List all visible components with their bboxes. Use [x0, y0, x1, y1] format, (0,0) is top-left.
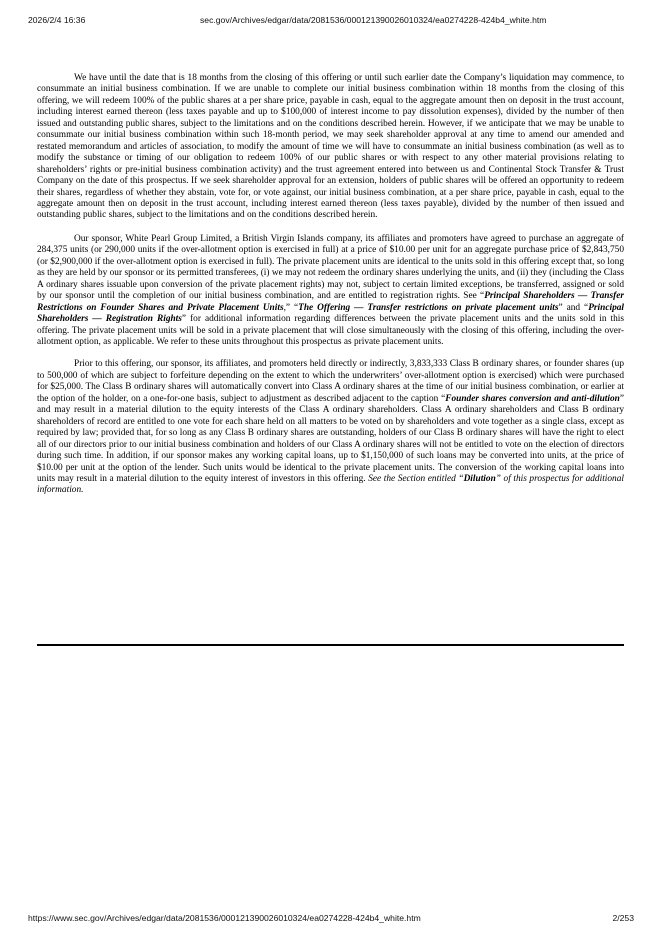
- paragraph-text: ,” “: [283, 302, 299, 313]
- print-datetime: 2026/2/4 16:36: [28, 15, 86, 25]
- section-divider-rule: [37, 644, 624, 646]
- cross-reference-dilution: Dilution: [463, 473, 496, 484]
- cross-reference-transfer-restrictions: Principal Shareholders — Transfer Restrictions on Founder Shares and Private Placement Units: [37, 291, 624, 313]
- paragraph-text: Our sponsor, White Pearl Group Limited, a British Virgin Islands company, its affiliates and promoters have agreed to purchase an aggregate of 284,375 units (or 290,000 units if the over-allotment option is exercised in full) at a price of $10.00 per unit for an aggregate purchase price of $2,843,750 (or $2,900,000 if the over-allotment option is exercised in full). The private placement units are identical to the units sold in this offering except that, so long as they are held by our sponsor or its permitted transferees, (i) we may not redeem the ordinary shares underlying the units, and (ii) they (including the Class A ordinary shares issuable upon conversion of the private placement rights) may not, subject to certain limited exceptions, be transferred, assigned or sold by our sponsor until the completion of our initial business combination, and are entitled to registration rights. See “: [37, 233, 624, 302]
- browser-print-header: [28, 14, 634, 26]
- cross-reference-founder-shares-conversion: Founder shares conversion and anti-dilution: [445, 393, 620, 404]
- cross-reference-registration-rights: Principal Shareholders — Registration Rights: [37, 302, 625, 325]
- paragraph-business-combination-deadline: We have until the date that is 18 months from the closing of this offering or until such earlier date the Company’s liquidation may commence, to consummate an initial business combination. If we are unable to complete our initial business combination within 18 months from the closing of this offering, we will redeem 100% of the public shares at a per share price, payable in cash, equal to the aggregate amount then on deposit in the trust account, including interest earned thereon (less taxes payable and up to $100,000 of interest income to pay dissolution expenses), divided by the number of then issued and outstanding public shares, subject to the limitations and on the conditions described herein. However, if we anticipate that we may be unable to consummate our initial business combination within such 18-month period, we may seek shareholder approval at any time to amend our amended and restated memorandum and articles of association, to modify the amount of time we will have to consummate an initial business combination (as well as to modify the substance or timing of our obligation to redeem 100% of our public shares or with respect to any other material provisions relating to shareholders’ rights or pre-initial business combination activity) and the trust agreement entered into between us and Continental Stock Transfer & Trust Company on the date of this prospectus. If we seek shareholder approval for an extension, holders of public shares will be offered an opportunity to redeem their shares, regardless of whether they abstain, vote for, or vote against, our initial business combination, at a per share price, payable in cash, equal to the aggregate amount then on deposit in the trust account, including interest earned thereon (less taxes payable), divided by the number of then issued and outstanding public shares, subject to the limitations and on the conditions described herein.: [37, 73, 624, 221]
- paragraph-italic-text: See the Section entitled “: [368, 473, 464, 484]
- paragraph-italic-text: ” of this prospectus for additional information.: [37, 473, 624, 496]
- cross-reference-offering-transfer-restrictions: The Offering — Transfer restrictions on private placement units: [298, 302, 559, 313]
- print-url: https://www.sec.gov/Archives/edgar/data/2081536/000121390026010324/ea0274228-424b4_white.htm: [28, 913, 421, 923]
- paragraph-text: ” and “: [558, 302, 589, 313]
- paragraph-text: Prior to this offering, our sponsor, its affiliates, and promoters held directly or indirectly, 3,833,333 Class B ordinary shares, or founder shares (up to 500,000 of which are subject to forfeiture depending on the extent to which the underwriters’ over-allotment option is exercised) which were purchased for $25,000. The Class B ordinary shares will automatically convert into Class A ordinary shares at the time of our initial business combination, or earlier at the option of the holder, on a one-for-one basis, subject to adjustment as described adjacent to the caption “: [37, 359, 624, 404]
- paragraph-founder-shares: [37, 359, 624, 496]
- paragraph-text: ” for additional information regarding differences between the private placement units and the units sold in this offering. The private placement units will be sold in a private placement that will close simultaneously with the closing of this offering, including the over-allotment option, as applicable. We refer to these units throughout this prospectus as private placement units.: [37, 314, 624, 347]
- print-page-title: sec.gov/Archives/edgar/data/2081536/000121390026010324/ea0274228-424b4_white.htm: [200, 15, 547, 25]
- print-page-number: 2/253: [612, 913, 634, 923]
- browser-print-footer: [28, 912, 634, 924]
- paragraph-text: ” and may result in a material dilution to the equity interests of the Class A ordinary shareholders. Class A ordinary shareholders and Class B ordinary shareholders of record are entitled to one vote for each share held on all matters to be voted on by shareholders and vote together as a single class, except as required by law; provided that, for so long as any Class B ordinary shares are outstanding, holders of our Class B ordinary shares will have the right to elect all of our directors prior to our initial business combination and holders of our Class A ordinary shares will not be entitled to vote on the election of directors during such time. In addition, if our sponsor makes any working capital loans, up to $1,150,000 of such loans may be converted into units, at the price of $10.00 per unit at the option of the lender. Such units would be identical to the private placement units. The conversion of the working capital loans into units may result in a material dilution to the equity interest of investors in this offering.: [37, 393, 624, 484]
- paragraph-sponsor-private-placement: [37, 234, 624, 349]
- document-body: [37, 73, 624, 509]
